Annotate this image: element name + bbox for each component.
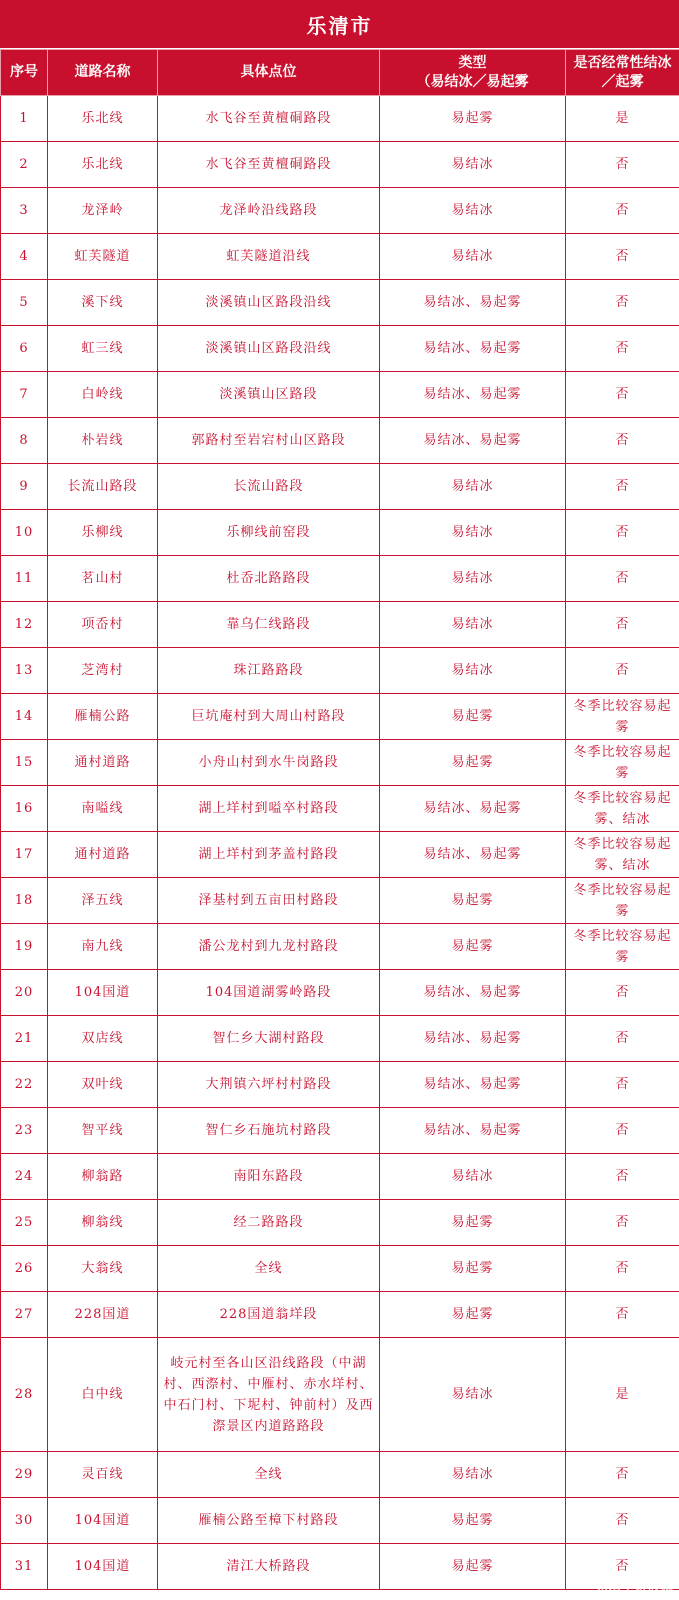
cell-location: 淡溪镇山区路段沿线 (158, 280, 380, 326)
header-location: 具体点位 (158, 50, 380, 96)
header-frequent: 是否经常性结冰／起雾 (566, 50, 679, 96)
cell-index: 21 (1, 1016, 48, 1062)
cell-road-name: 104国道 (48, 970, 158, 1016)
cell-type: 易起雾 (380, 1246, 566, 1292)
cell-road-name: 朴岩线 (48, 418, 158, 464)
cell-frequent: 否 (566, 372, 679, 418)
cell-road-name: 虹芙隧道 (48, 234, 158, 280)
cell-frequent: 否 (566, 1498, 679, 1544)
road-table (0, 49, 679, 1590)
cell-type: 易结冰 (380, 1338, 566, 1452)
cell-road-name: 溪下线 (48, 280, 158, 326)
cell-type: 易结冰、易起雾 (380, 1016, 566, 1062)
cell-index: 8 (1, 418, 48, 464)
cell-type: 易结冰 (380, 602, 566, 648)
cell-road-name: 柳翁线 (48, 1200, 158, 1246)
cell-frequent: 否 (566, 1108, 679, 1154)
cell-road-name: 通村道路 (48, 832, 158, 878)
table-row (1, 142, 679, 188)
cell-location: 潘公龙村到九龙村路段 (158, 924, 380, 970)
cell-type: 易结冰 (380, 1154, 566, 1200)
cell-road-name: 228国道 (48, 1292, 158, 1338)
cell-road-name: 茗山村 (48, 556, 158, 602)
cell-location: 靠乌仁线路段 (158, 602, 380, 648)
table-row (1, 1154, 679, 1200)
cell-index: 25 (1, 1200, 48, 1246)
cell-frequent: 否 (566, 1016, 679, 1062)
cell-location: 龙泽岭沿线路段 (158, 188, 380, 234)
cell-index: 5 (1, 280, 48, 326)
cell-frequent: 冬季比较容易起雾 (566, 878, 679, 924)
cell-index: 4 (1, 234, 48, 280)
table-row (1, 1338, 679, 1452)
cell-type: 易结冰 (380, 648, 566, 694)
cell-location: 湖上垟村到茅盖村路段 (158, 832, 380, 878)
cell-index: 28 (1, 1338, 48, 1452)
cell-type: 易结冰、易起雾 (380, 372, 566, 418)
cell-type: 易结冰 (380, 142, 566, 188)
cell-type: 易起雾 (380, 878, 566, 924)
cell-location: 乐柳线前窑段 (158, 510, 380, 556)
table-row (1, 786, 679, 832)
table-row (1, 372, 679, 418)
table-row (1, 464, 679, 510)
cell-location: 湖上垟村到嗌卒村路段 (158, 786, 380, 832)
cell-frequent: 否 (566, 556, 679, 602)
cell-location: 大荆镇六坪村村路段 (158, 1062, 380, 1108)
cell-frequent: 否 (566, 1246, 679, 1292)
cell-index: 20 (1, 970, 48, 1016)
cell-location: 岐元村至各山区沿线路段（中湖村、西漈村、中雁村、赤水垟村、中石门村、下坭村、钟前村）及西漈景区内道路路段 (158, 1338, 380, 1452)
cell-index: 16 (1, 786, 48, 832)
cell-frequent: 否 (566, 510, 679, 556)
cell-index: 18 (1, 878, 48, 924)
header-type: 类型 （易结冰／易起雾 (380, 50, 566, 96)
cell-location: 水飞谷至黄檀硐路段 (158, 142, 380, 188)
cell-index: 24 (1, 1154, 48, 1200)
cell-type: 易结冰、易起雾 (380, 832, 566, 878)
cell-location: 泽基村到五亩田村路段 (158, 878, 380, 924)
cell-frequent: 否 (566, 280, 679, 326)
table-row (1, 1246, 679, 1292)
cell-road-name: 通村道路 (48, 740, 158, 786)
cell-location: 郭路村至岩宕村山区路段 (158, 418, 380, 464)
cell-road-name: 乐北线 (48, 96, 158, 142)
cell-type: 易结冰 (380, 556, 566, 602)
cell-location: 104国道湖雾岭路段 (158, 970, 380, 1016)
cell-frequent: 是 (566, 1338, 679, 1452)
cell-road-name: 长流山路段 (48, 464, 158, 510)
table-row (1, 96, 679, 142)
cell-index: 22 (1, 1062, 48, 1108)
table-row (1, 1200, 679, 1246)
cell-frequent: 否 (566, 1062, 679, 1108)
cell-road-name: 乐北线 (48, 142, 158, 188)
table-row (1, 970, 679, 1016)
cell-location: 水飞谷至黄檀硐路段 (158, 96, 380, 142)
cell-index: 6 (1, 326, 48, 372)
watermark: 乐清上班族网 (594, 1581, 673, 1596)
cell-type: 易结冰 (380, 188, 566, 234)
cell-road-name: 南九线 (48, 924, 158, 970)
cell-location: 淡溪镇山区路段 (158, 372, 380, 418)
table-row (1, 418, 679, 464)
table-row (1, 510, 679, 556)
cell-road-name: 白中线 (48, 1338, 158, 1452)
cell-index: 14 (1, 694, 48, 740)
cell-index: 15 (1, 740, 48, 786)
table-row (1, 1292, 679, 1338)
cell-type: 易起雾 (380, 96, 566, 142)
cell-location: 淡溪镇山区路段沿线 (158, 326, 380, 372)
cell-frequent: 否 (566, 1452, 679, 1498)
table-row (1, 924, 679, 970)
table-row (1, 648, 679, 694)
table-row (1, 740, 679, 786)
cell-index: 1 (1, 96, 48, 142)
table-row (1, 1498, 679, 1544)
cell-index: 31 (1, 1544, 48, 1590)
cell-location: 雁楠公路至樟下村路段 (158, 1498, 380, 1544)
cell-road-name: 白岭线 (48, 372, 158, 418)
cell-location: 珠江路路段 (158, 648, 380, 694)
table-row (1, 602, 679, 648)
table-row (1, 1062, 679, 1108)
cell-frequent: 否 (566, 970, 679, 1016)
cell-type: 易结冰 (380, 234, 566, 280)
table-row (1, 234, 679, 280)
cell-index: 9 (1, 464, 48, 510)
cell-index: 7 (1, 372, 48, 418)
cell-frequent: 冬季比较容易起雾 (566, 924, 679, 970)
cell-location: 全线 (158, 1246, 380, 1292)
cell-road-name: 智平线 (48, 1108, 158, 1154)
table-row (1, 1016, 679, 1062)
cell-location: 228国道翁垟段 (158, 1292, 380, 1338)
cell-index: 3 (1, 188, 48, 234)
table-row (1, 694, 679, 740)
table-row (1, 556, 679, 602)
cell-index: 23 (1, 1108, 48, 1154)
table-body (1, 96, 679, 1590)
cell-index: 10 (1, 510, 48, 556)
cell-type: 易起雾 (380, 694, 566, 740)
cell-index: 11 (1, 556, 48, 602)
table-row (1, 1452, 679, 1498)
cell-type: 易结冰、易起雾 (380, 1062, 566, 1108)
cell-frequent: 否 (566, 234, 679, 280)
cell-frequent: 否 (566, 188, 679, 234)
cell-road-name: 泽五线 (48, 878, 158, 924)
cell-index: 12 (1, 602, 48, 648)
table-title: 乐清市 (0, 0, 679, 49)
cell-index: 29 (1, 1452, 48, 1498)
cell-road-name: 大翁线 (48, 1246, 158, 1292)
cell-type: 易结冰、易起雾 (380, 280, 566, 326)
cell-location: 全线 (158, 1452, 380, 1498)
cell-type: 易结冰 (380, 464, 566, 510)
cell-type: 易起雾 (380, 924, 566, 970)
cell-frequent: 否 (566, 1544, 679, 1590)
cell-frequent: 否 (566, 1154, 679, 1200)
cell-road-name: 乐柳线 (48, 510, 158, 556)
cell-frequent: 否 (566, 142, 679, 188)
cell-type: 易结冰、易起雾 (380, 1108, 566, 1154)
cell-location: 长流山路段 (158, 464, 380, 510)
cell-type: 易起雾 (380, 740, 566, 786)
cell-frequent: 冬季比较容易起雾、结冰 (566, 832, 679, 878)
table-row (1, 1544, 679, 1590)
cell-road-name: 芝湾村 (48, 648, 158, 694)
table-row (1, 188, 679, 234)
cell-location: 智仁乡石施坑村路段 (158, 1108, 380, 1154)
cell-road-name: 项岙村 (48, 602, 158, 648)
cell-frequent: 否 (566, 602, 679, 648)
cell-type: 易结冰、易起雾 (380, 970, 566, 1016)
cell-index: 2 (1, 142, 48, 188)
cell-location: 经二路路段 (158, 1200, 380, 1246)
cell-road-name: 柳翁路 (48, 1154, 158, 1200)
cell-road-name: 104国道 (48, 1498, 158, 1544)
cell-road-name: 双店线 (48, 1016, 158, 1062)
table-row (1, 326, 679, 372)
cell-index: 26 (1, 1246, 48, 1292)
header-row (1, 50, 679, 96)
cell-frequent: 否 (566, 648, 679, 694)
cell-road-name: 南嗌线 (48, 786, 158, 832)
table-row (1, 832, 679, 878)
cell-type: 易结冰 (380, 510, 566, 556)
table-row (1, 878, 679, 924)
cell-frequent: 否 (566, 1292, 679, 1338)
cell-frequent: 冬季比较容易起雾 (566, 740, 679, 786)
cell-road-name: 双叶线 (48, 1062, 158, 1108)
cell-frequent: 冬季比较容易起雾 (566, 694, 679, 740)
header-index: 序号 (1, 50, 48, 96)
cell-road-name: 龙泽岭 (48, 188, 158, 234)
cell-type: 易起雾 (380, 1292, 566, 1338)
cell-index: 17 (1, 832, 48, 878)
cell-road-name: 虹三线 (48, 326, 158, 372)
cell-location: 小舟山村到水牛岗路段 (158, 740, 380, 786)
cell-type: 易结冰、易起雾 (380, 326, 566, 372)
cell-frequent: 否 (566, 1200, 679, 1246)
cell-frequent: 是 (566, 96, 679, 142)
cell-type: 易结冰 (380, 1452, 566, 1498)
cell-index: 13 (1, 648, 48, 694)
cell-location: 南阳东路段 (158, 1154, 380, 1200)
cell-frequent: 否 (566, 418, 679, 464)
cell-road-name: 雁楠公路 (48, 694, 158, 740)
cell-location: 巨坑庵村到大周山村路段 (158, 694, 380, 740)
cell-frequent: 否 (566, 326, 679, 372)
cell-index: 30 (1, 1498, 48, 1544)
cell-road-name: 灵百线 (48, 1452, 158, 1498)
cell-road-name: 104国道 (48, 1544, 158, 1590)
header-road-name: 道路名称 (48, 50, 158, 96)
cell-frequent: 否 (566, 464, 679, 510)
cell-location: 智仁乡大湖村路段 (158, 1016, 380, 1062)
table-row (1, 1108, 679, 1154)
cell-type: 易起雾 (380, 1200, 566, 1246)
cell-frequent: 冬季比较容易起雾、结冰 (566, 786, 679, 832)
cell-location: 杜岙北路路段 (158, 556, 380, 602)
cell-type: 易起雾 (380, 1498, 566, 1544)
cell-type: 易结冰、易起雾 (380, 786, 566, 832)
cell-location: 虹芙隧道沿线 (158, 234, 380, 280)
cell-location: 清江大桥路段 (158, 1544, 380, 1590)
table-row (1, 280, 679, 326)
cell-index: 19 (1, 924, 48, 970)
cell-type: 易起雾 (380, 1544, 566, 1590)
cell-type: 易结冰、易起雾 (380, 418, 566, 464)
cell-index: 27 (1, 1292, 48, 1338)
